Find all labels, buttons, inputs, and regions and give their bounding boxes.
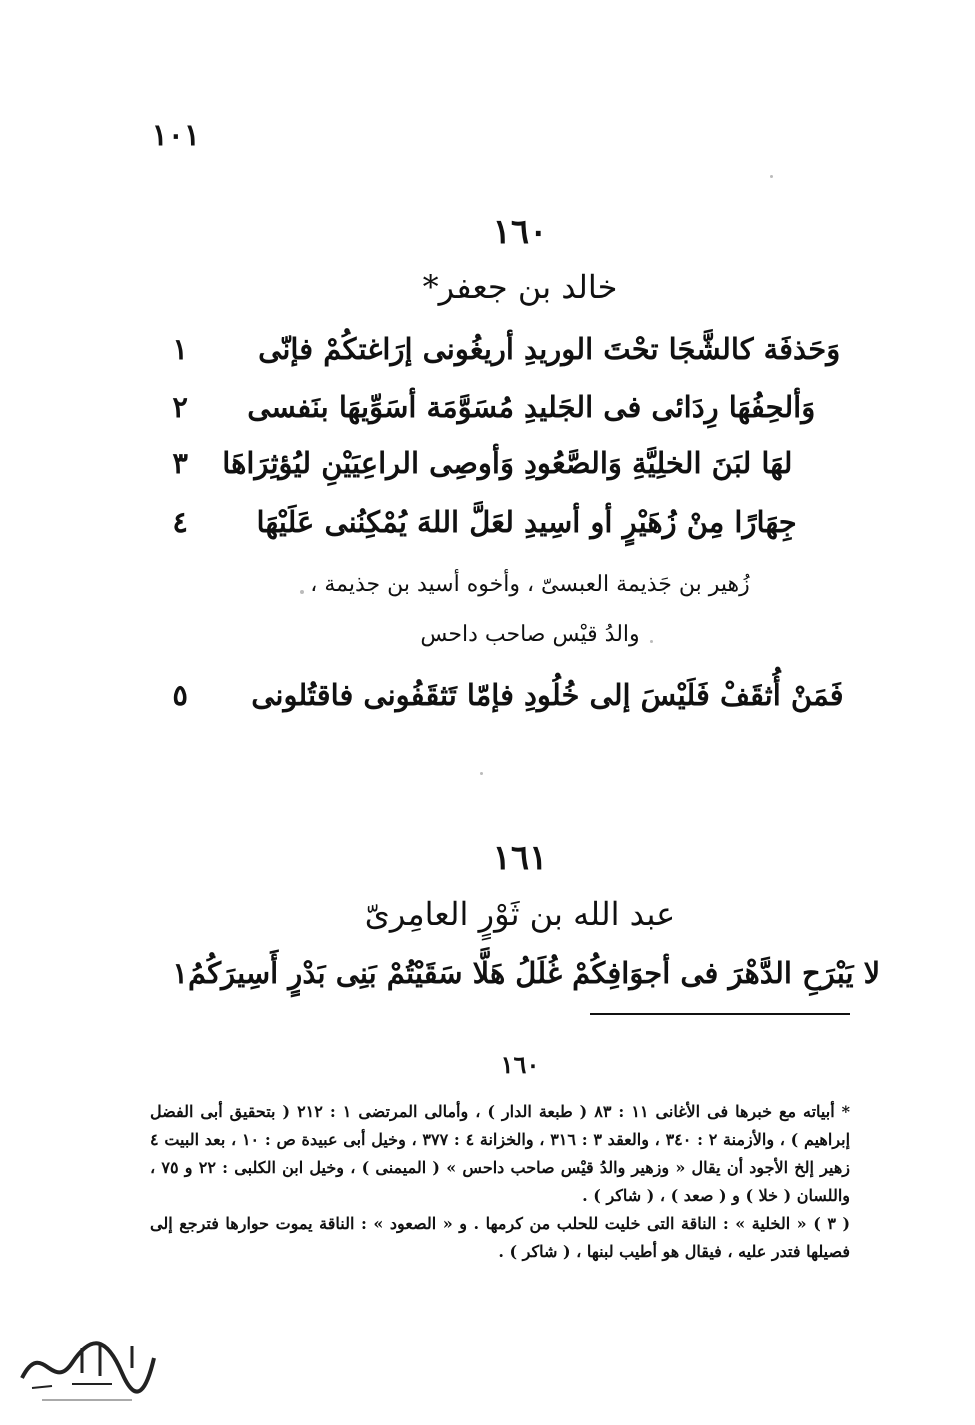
verse-second-hemistich: فَمَنْ أُثقَفْ فَلَيْسَ إلى خُلُودِ [524, 678, 844, 712]
verse-second-hemistich: لا يَبْرَحِ الدَّهْرَ فى أجوَافِكُمْ غُلَلُ [515, 956, 881, 990]
verse-first-hemistich: أريغُونى إرَاغتكُمْ فإنّى [258, 332, 514, 366]
page-number: ١٠١ [151, 118, 200, 153]
scan-speck [300, 590, 304, 594]
verse-number: ٤ [172, 505, 188, 539]
verse-line [150, 505, 850, 539]
library-stamp-logo [12, 1318, 162, 1408]
poem-number: ١٦١ [492, 838, 548, 878]
verse-second-hemistich: وَألحِفُهَا رِدَائى فى الجَليدِ [524, 390, 816, 424]
poem-number: ١٦٠ [492, 212, 548, 252]
verse-first-hemistich: مُسَوَّمَة أسَوِّيهَا بنَفسى [247, 390, 514, 424]
verse-second-hemistich: لهَا لبَنَ الخلِيَّةِ وَالصَّعُودِ [524, 446, 793, 480]
footnotes [150, 1098, 850, 1266]
poet-name: خالد بن جعفر* [422, 268, 618, 306]
verse-first-hemistich: فإمّا تَثقَفُونى فاقتُلونى [251, 678, 514, 712]
scan-speck [480, 772, 483, 775]
verse-underline [590, 1013, 850, 1015]
verse-line [150, 678, 850, 712]
scan-speck [650, 640, 653, 643]
verse-first-hemistich: وَأوصِى الراعِيَيْنِ ليُؤثِرَاهَا [222, 446, 514, 480]
verse-second-hemistich: جِهَارًا مِنْ زُهَيْرٍ أو أسِيدِ [524, 505, 797, 539]
footnote-paragraph: * أبياته مع خبرها فى الأغانى ١١ : ٨٣ ( طبعة الدار ) ، وأمالى المرتضى ١ : ٢١٢ ( بتحقيق أبى الفضل إبراهيم ) ، والأزمنة ٢ : ٣٤٠ ، والعقد ٣ : ٣١٦ ، والخزانة ٤ : ٣٧٧ ، وخيل أبى عبيدة ص : ١٠ ، بعد البيت ٤ زهير إلخ الأجود أن يقال « وزهير والدُ قيْس صاحب داحس » ( الميمنى ) ، وخيل ابن الكلبى : ٢٢ و ٧٥ ، واللسان ( خلا ) و ( صعد ) ، ( شاكر ) . [150, 1102, 851, 1205]
verse-line [150, 332, 850, 366]
verse-line [150, 390, 850, 424]
verse-first-hemistich: لعَلَّ اللهَ يُمْكِنُنى عَلَيْهَا [256, 505, 514, 539]
verse-number: ٣ [172, 446, 188, 480]
verse-number: ٢ [172, 390, 188, 424]
verse-number: ١ [172, 332, 188, 366]
poet-name: عبد الله بن ثَوْرٍ العامِرىّ [364, 895, 676, 933]
verse-first-hemistich: هَلَّا سَقَيْتُمْ بَنِى بَدْرٍ أَسِيرَكُمُ [188, 956, 506, 990]
footnote-heading: ١٦٠ [500, 1050, 540, 1079]
verse-line [150, 446, 850, 480]
inline-note: والدُ قيْس صاحب داحس [420, 622, 640, 647]
verse-number: ٥ [172, 678, 188, 712]
footnote-paragraph: ( ٣ ) « الخلية » : الناقة التى خليت للحلب من كرمها . و « الصعود » : الناقة يموت حوارها فترجع إلى فصيلها فتدر عليه ، فيقال هو أطيب لبنها ، ( شاكر ) . [150, 1214, 851, 1261]
verse-second-hemistich: وَحَذفَة كالشَّجَا تحْتَ الوريدِ [524, 332, 841, 366]
inline-note: زُهير بن جَذيمة العبسىّ ، وأخوه أسيد بن جذيمة ، [310, 572, 750, 597]
scan-speck [770, 175, 773, 178]
verse-line [150, 956, 881, 990]
verse-number: ١ [172, 956, 188, 990]
